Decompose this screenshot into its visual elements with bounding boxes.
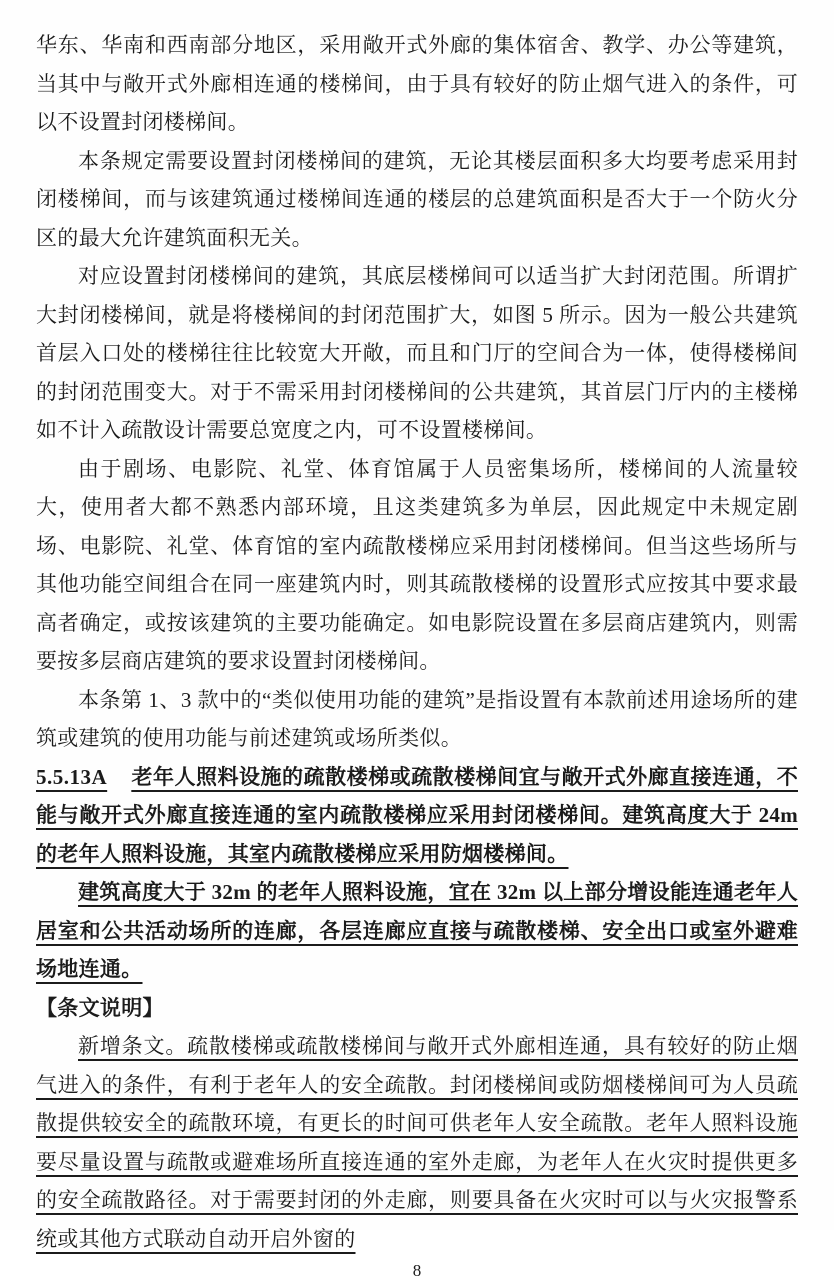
page-number: 8 bbox=[412, 1261, 422, 1280]
body-paragraph: 本条规定需要设置封闭楼梯间的建筑，无论其楼层面积多大均要考虑采用封闭楼梯间，而与该建筑通过楼梯间连通的楼层的总建筑面积是否大于一个防火分区的最大允许建筑面积无关。 bbox=[36, 148, 798, 250]
body-paragraph-continuation: 华东、华南和西南部分地区，采用敞开式外廊的集体宿舍、教学、办公等建筑，当其中与敞开式外廊相连通的楼梯间，由于具有较好的防止烟气进入的条件，可以不设置封闭楼梯间。 bbox=[36, 33, 798, 134]
note-heading: 【条文说明】 bbox=[36, 995, 164, 1020]
clause-5-5-13A bbox=[36, 758, 798, 874]
body-paragraph: 对应设置封闭楼梯间的建筑，其底层楼梯间可以适当扩大封闭范围。所谓扩大封闭楼梯间，就是将楼梯间的封闭范围扩大，如图 5 所示。因为一般公共建筑首层入口处的楼梯往往比较宽大开敞，而且和门厅的空间合为一体，使得楼梯间的封闭范围变大。对于不需采用封闭楼梯间的公共建筑，其首层门厅内的主楼梯如不计入疏散设计需要总宽度之内，可不设置楼梯间。 bbox=[36, 264, 798, 442]
note-paragraph: 新增条文。疏散楼梯或疏散楼梯间与敞开式外廊相连通，具有较好的防止烟气进入的条件，有利于老年人的安全疏散。封闭楼梯间或防烟楼梯间可为人员疏散提供较安全的疏散环境，有更长的时间可供老年人安全疏散。老年人照料设施要尽量设置与疏散或避难场所直接连通的室外走廊，为老年人在火灾时提供更多的安全疏散路径。对于需要封闭的外走廊，则要具备在火灾时可以与火灾报警系统或其他方式联动自动开启外窗的 bbox=[36, 1034, 798, 1251]
body-paragraph: 由于剧场、电影院、礼堂、体育馆属于人员密集场所，楼梯间的人流量较大，使用者大都不熟悉内部环境，且这类建筑多为单层，因此规定中未规定剧场、电影院、礼堂、体育馆的室内疏散楼梯应采用封闭楼梯间。但当这些场所与其他功能空间组合在同一座建筑内时，则其疏散楼梯的设置形式应按其中要求最高者确定，或按该建筑的主要功能确定。如电影院设置在多层商店建筑内，则需要按多层商店建筑的要求设置封闭楼梯间。 bbox=[36, 456, 798, 673]
clause-number: 5.5.13A bbox=[36, 764, 108, 789]
clause-text: 老年人照料设施的疏散楼梯或疏散楼梯间宜与敞开式外廊直接连通，不能与敞开式外廊直接连通的室内疏散楼梯应采用封闭楼梯间。建筑高度大于 24m 的老年人照料设施，其室内疏散楼梯应采用防烟楼梯间。 bbox=[36, 764, 798, 866]
clause-paragraph: 建筑高度大于 32m 的老年人照料设施，宜在 32m 以上部分增设能连通老年人居室和公共活动场所的连廊，各层连廊应直接与疏散楼梯、安全出口或室外避难场地连通。 bbox=[36, 880, 798, 981]
body-paragraph: 本条第 1、3 款中的“类似使用功能的建筑”是指设置有本款前述用途场所的建筑或建筑的使用功能与前述建筑或场所类似。 bbox=[36, 687, 798, 750]
